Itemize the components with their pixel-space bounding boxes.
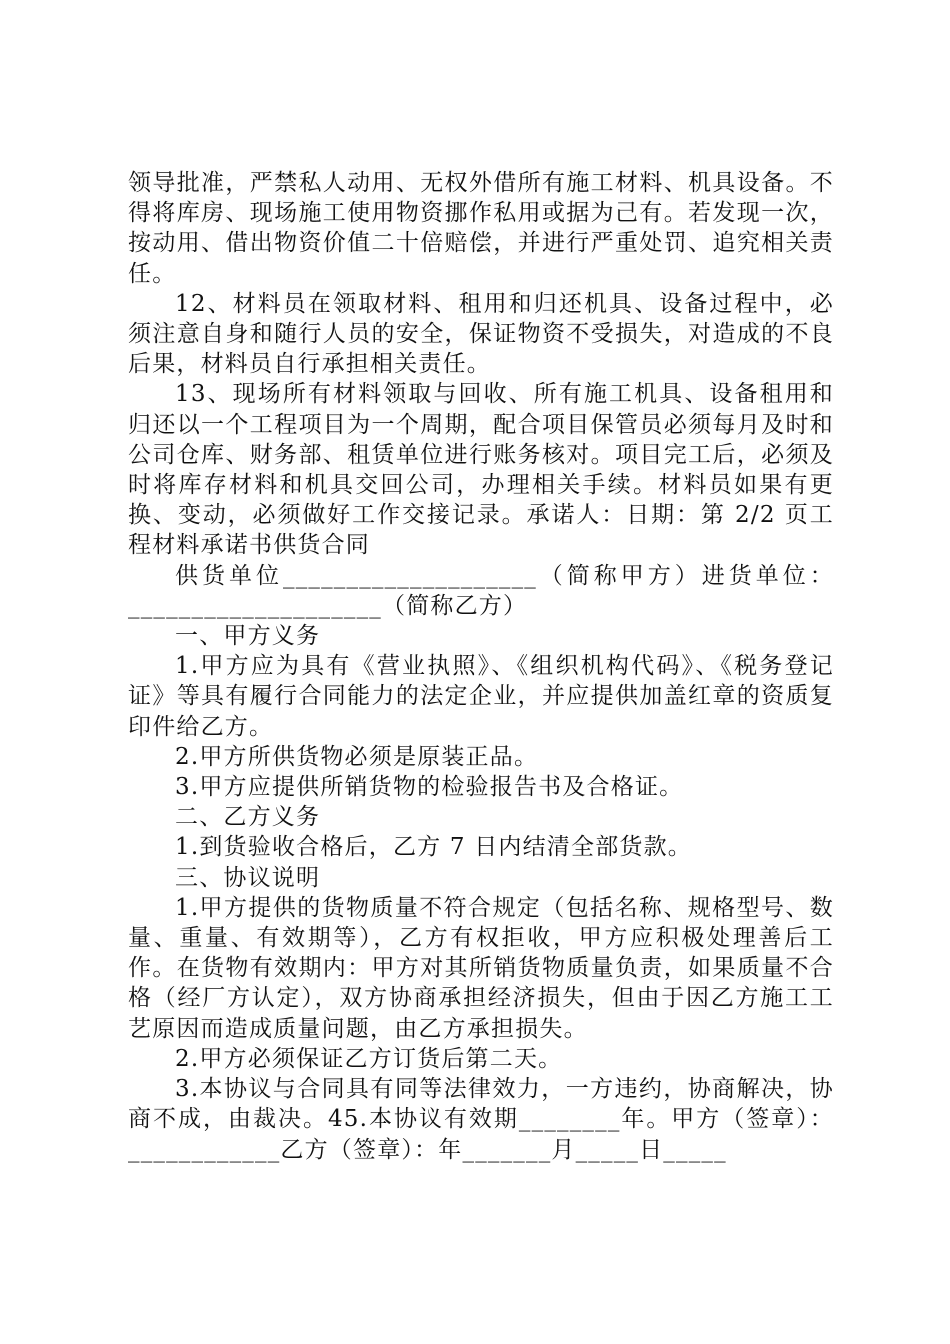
paragraph-party-a-3: 3.甲方应提供所销货物的检验报告书及合格证。 [175,774,684,801]
paragraph-agreement-3: 3.本协议与合同具有同等法律效力，一方违约，协商解决，协商不成，由裁决。45.本协议有效期________年。甲方（签章）：____________乙方（签章）：年_______月_____日_____ [128,1076,834,1163]
paragraph-party-a-2: 2.甲方所供货物必须是原装正品。 [175,743,539,770]
document-page [128,168,834,1165]
paragraph-party-b-1: 1.到货验收合格后，乙方 7 日内结清全部货款。 [175,834,692,861]
paragraph-item-13: 13、现场所有材料领取与回收、所有施工机具、设备租用和归还以一个工程项目为一个周期，配合项目保管员必须每月及时和公司仓库、财务部、租赁单位进行账务核对。项目完工后，必须及时将库存材料和机具交回公司，办理相关手续。材料员如果有更换、变动，必须做好工作交接记录。承诺人：日期：第 2/2 页工程材料承诺书供货合同 [128,381,834,559]
section-heading-agreement: 三、协议说明 [175,864,321,891]
paragraph-parties: 供货单位____________________（简称甲方）进货单位：____________________（简称乙方） [128,562,834,619]
section-heading-party-a: 一、甲方义务 [175,623,321,650]
paragraph-agreement-1: 1.甲方提供的货物质量不符合规定（包括名称、规格型号、数量、重量、有效期等），乙方有权拒收，甲方应积极处理善后工作。在货物有效期内：甲方对其所销货物质量负责，如果质量不合格（经厂方认定），双方协商承担经济损失，但由于因乙方施工工艺原因而造成质量问题，由乙方承担损失。 [128,894,834,1042]
paragraph-warehouse-rules: 领导批准，严禁私人动用、无权外借所有施工材料、机具设备。不得将库房、现场施工使用物资挪作私用或据为己有。若发现一次，按动用、借出物资价值二十倍赔偿，并进行严重处罚、追究相关责任。 [128,170,834,287]
section-heading-party-b: 二、乙方义务 [175,804,321,831]
paragraph-item-12: 12、材料员在领取材料、租用和归还机具、设备过程中，必须注意自身和随行人员的安全，保证物资不受损失，对造成的不良后果，材料员自行承担相关责任。 [128,290,834,378]
paragraph-agreement-2: 2.甲方必须保证乙方订货后第二天。 [175,1045,563,1072]
paragraph-party-a-1: 1.甲方应为具有《营业执照》、《组织机构代码》、《税务登记证》等具有履行合同能力的法定企业，并应提供加盖红章的资质复印件给乙方。 [128,653,834,740]
